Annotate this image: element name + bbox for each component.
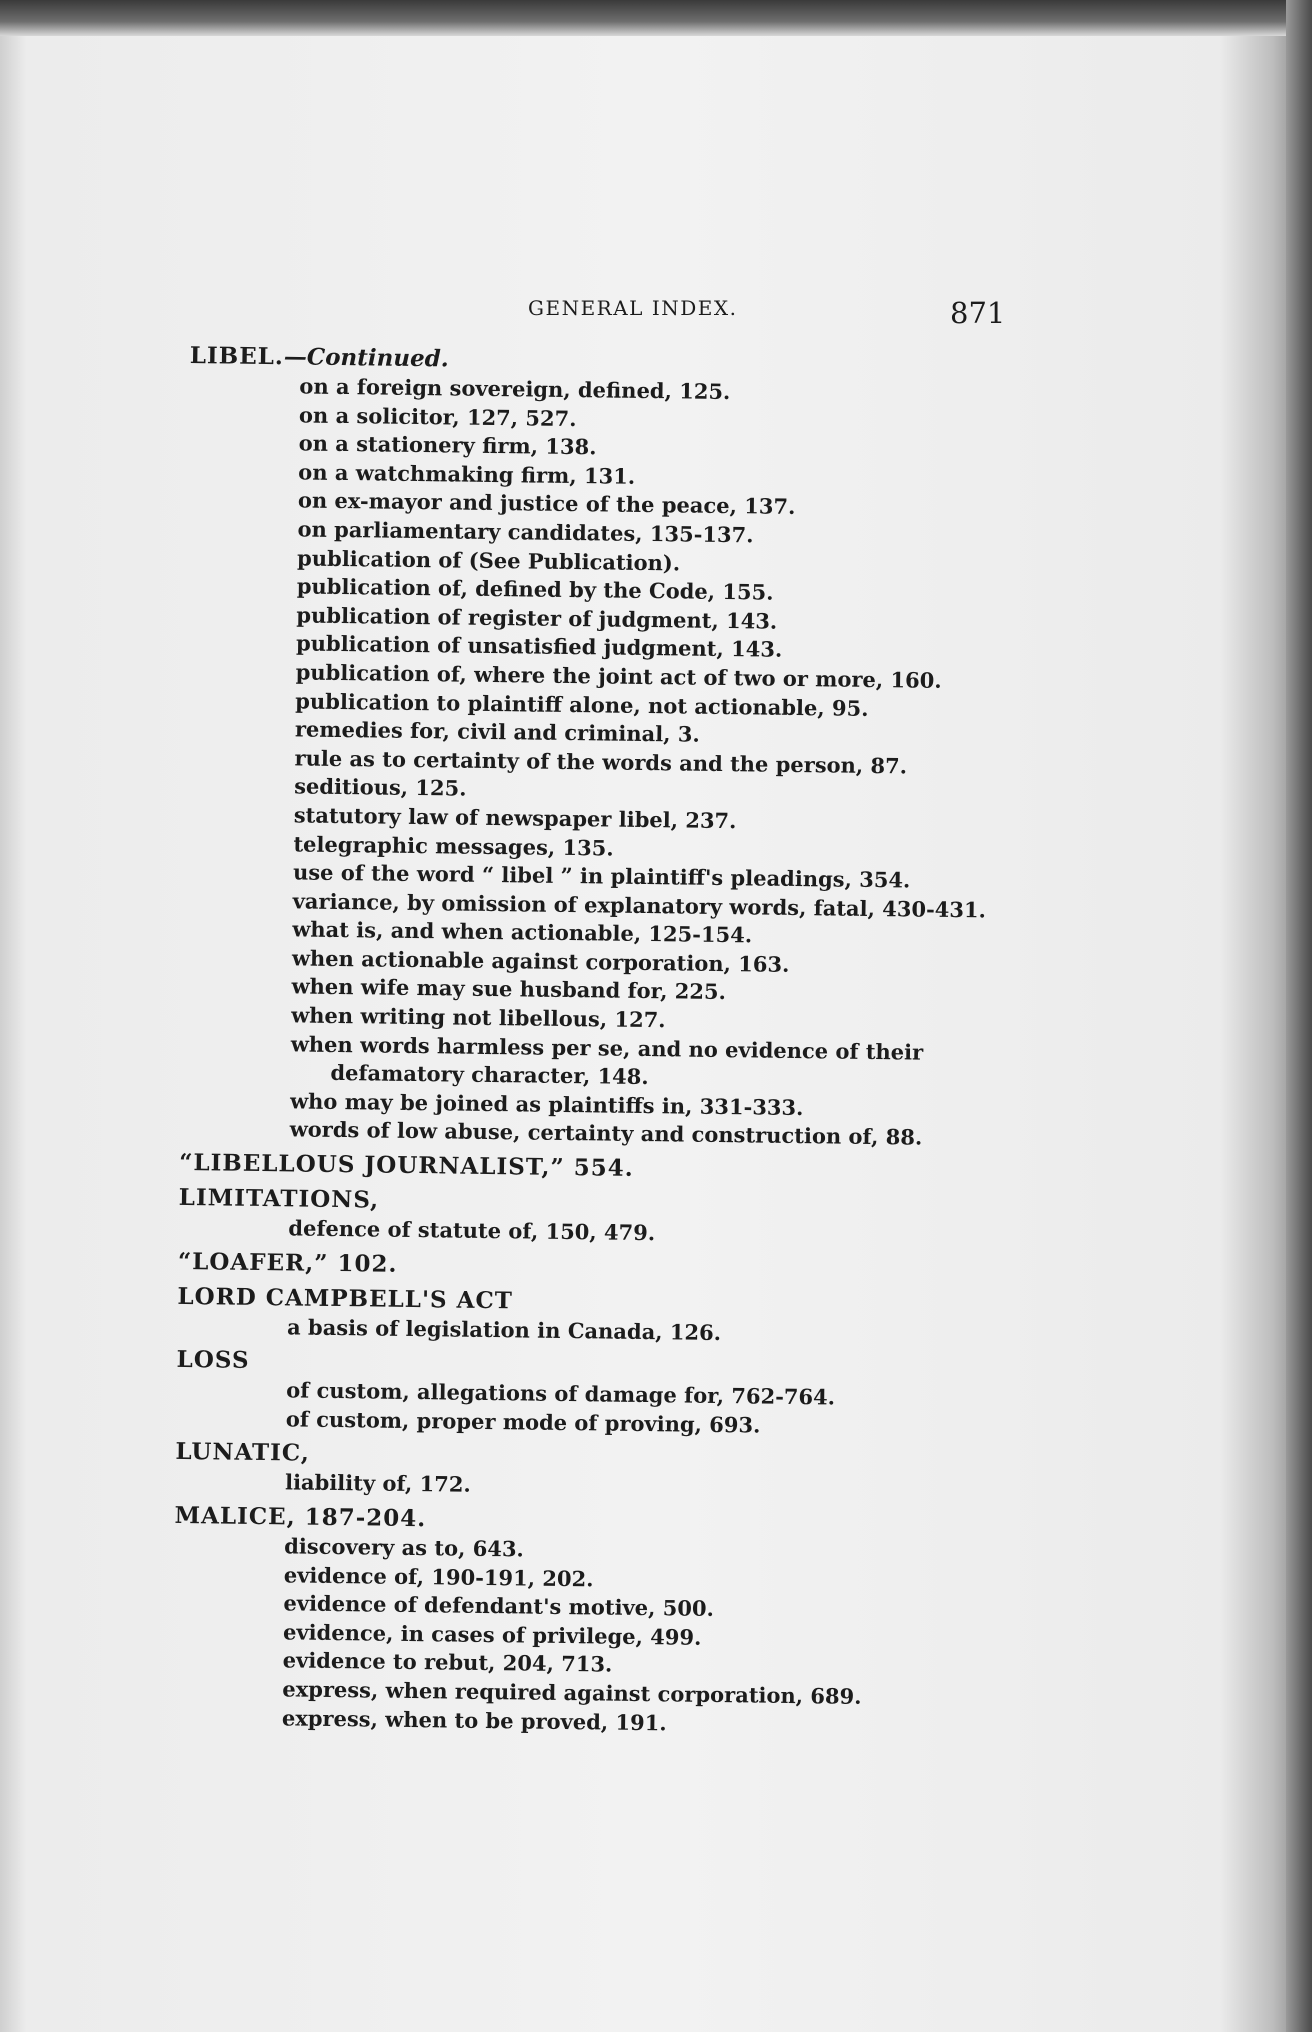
subentry: on a watchmaking firm, 131. xyxy=(298,459,636,489)
subentry: who may be joined as plaintiffs in, 331-333. xyxy=(289,1088,804,1120)
subentry: when actionable against corporation, 163. xyxy=(291,945,790,977)
subentry: on a stationery firm, 138. xyxy=(298,430,597,460)
subentry: express, when to be proved, 191. xyxy=(281,1704,667,1735)
subentry: evidence of defendant's motive, 500. xyxy=(283,1590,715,1622)
subentry: variance, by omission of explanatory words, fatal, 430-431. xyxy=(292,888,987,923)
subentry: evidence to rebut, 204, 713. xyxy=(282,1647,613,1678)
subentry: statutory law of newspaper libel, 237. xyxy=(293,802,737,834)
subentry: publication of unsatisfied judgment, 143. xyxy=(295,630,783,663)
entry-heading: LORD CAMPBELL'S ACT xyxy=(177,1282,514,1314)
subentry: words of low abuse, certainty and construction of, 88. xyxy=(289,1116,923,1151)
entry-heading: LIMITATIONS, xyxy=(178,1183,380,1214)
entry-heading: LUNATIC, xyxy=(175,1438,310,1468)
subentry: when words harmless per se, and no evidence of their defamatory character, 148. xyxy=(290,1031,924,1090)
subentry: express, when required against corporation, 689. xyxy=(282,1676,862,1709)
subentry: evidence, in cases of privilege, 499. xyxy=(282,1619,702,1650)
subentry: publication of register of judgment, 143. xyxy=(296,602,778,634)
subentry: a basis of legislation in Canada, 126. xyxy=(286,1313,722,1345)
subentry: what is, and when actionable, 125-154. xyxy=(292,916,753,948)
subentry: when wife may sue husband for, 225. xyxy=(291,973,727,1005)
index-entry xyxy=(177,1281,998,1351)
subentry: when writing not libellous, 127. xyxy=(291,1002,666,1033)
continued-label: —Continued. xyxy=(283,343,449,373)
entry-heading: MALICE, 187-204. xyxy=(174,1501,427,1533)
subentry: use of the word “ libel ” in plaintiff's pleadings, 354. xyxy=(292,859,911,893)
subentry: defence of statute of, 150, 479. xyxy=(288,1215,656,1246)
subentry: liability of, 172. xyxy=(284,1469,471,1498)
subentry: publication of, where the joint act of two or more, 160. xyxy=(295,659,942,693)
index-entry xyxy=(178,1182,999,1252)
subentry: evidence of, 190-191, 202. xyxy=(283,1561,594,1591)
running-head: GENERAL INDEX. xyxy=(528,296,738,320)
subentry: on ex-mayor and justice of the peace, 137. xyxy=(297,487,796,520)
entry-heading: “LIBELLOUS JOURNALIST,” 554. xyxy=(179,1148,634,1182)
subentry: on parliamentary candidates, 135-137. xyxy=(297,516,754,548)
subentry: publication of, defined by the Code, 155. xyxy=(296,573,774,605)
subentry: telegraphic messages, 135. xyxy=(293,830,614,861)
subentry: publication of (See Publication). xyxy=(296,544,681,575)
index-entry xyxy=(179,1147,999,1189)
index-entry xyxy=(175,1436,996,1506)
entry-heading: LOSS xyxy=(176,1346,250,1375)
subentry: of custom, allegations of damage for, 762-764. xyxy=(286,1377,836,1410)
index-entry xyxy=(172,1500,995,1742)
subentry: on a foreign sovereign, defined, 125. xyxy=(299,373,731,405)
subentry: discovery as to, 643. xyxy=(284,1533,525,1562)
subentry: seditious, 125. xyxy=(294,773,467,801)
entry-heading: “LOAFER,” 102. xyxy=(177,1247,398,1278)
subentry: remedies for, civil and criminal, 3. xyxy=(294,716,700,747)
subentry: publication to plaintiff alone, not actionable, 95. xyxy=(295,687,869,721)
subentry: on a solicitor, 127, 527. xyxy=(298,402,577,431)
index-entry xyxy=(179,340,1009,1154)
index-entry xyxy=(176,1344,997,1443)
subentry: rule as to certainty of the words and the person, 87. xyxy=(294,745,908,779)
entry-heading: LIBEL.—Continued. xyxy=(189,341,449,373)
index-entry xyxy=(178,1246,998,1288)
index-entries xyxy=(172,340,1010,1746)
page-number: 871 xyxy=(950,296,1006,330)
subentry: of custom, proper mode of proving, 693. xyxy=(285,1406,761,1438)
